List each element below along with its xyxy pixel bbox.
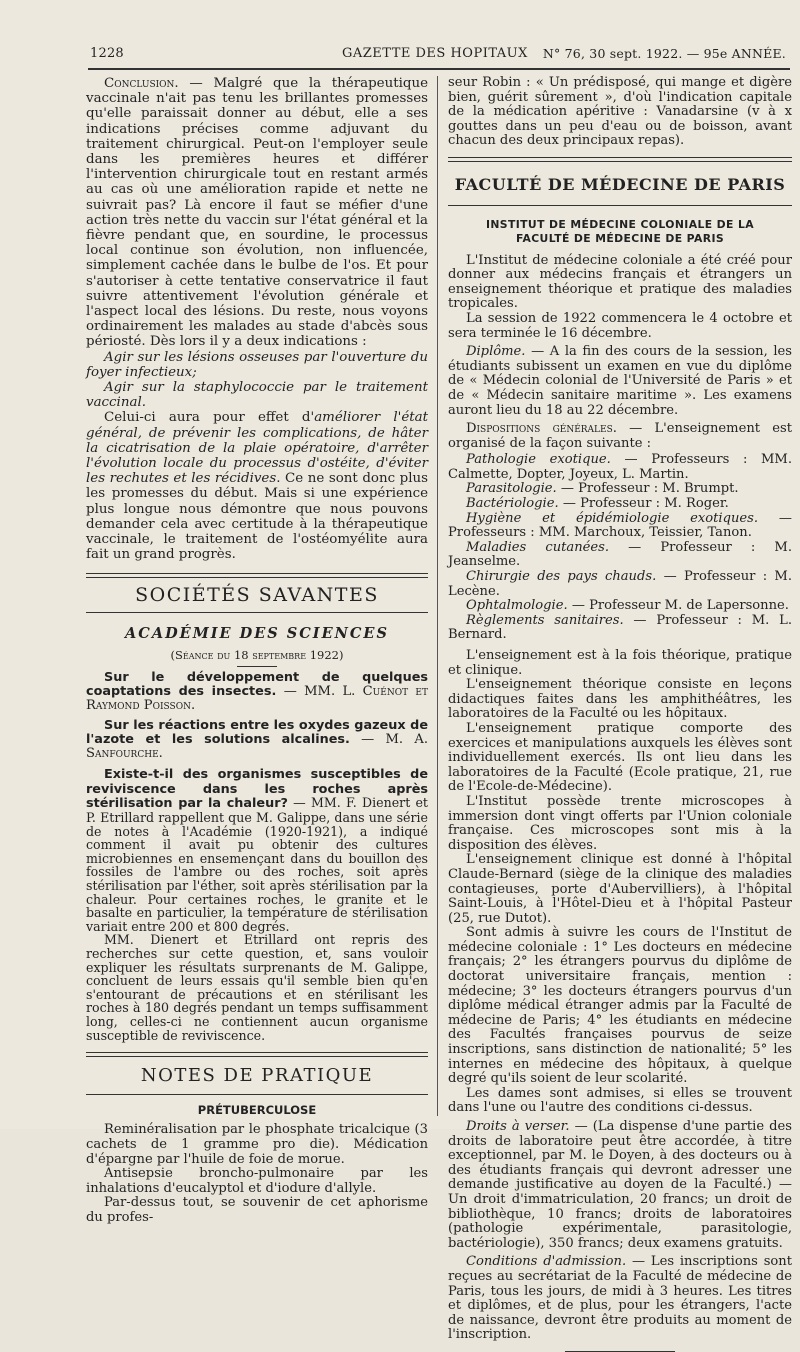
section-rule [86, 573, 428, 578]
small-rule [237, 666, 277, 667]
right-column [448, 76, 792, 1352]
issue-info: N° 76, 30 sept. 1922. — 95e ANNÉE. [542, 46, 786, 61]
institut-p6: L'Institut possède trente microscopes à immersion dont vingt offerts par l'Union coloniale française. Ces microscopes sont mis à la disposition des élèves. [448, 793, 792, 853]
institut-p5: L'enseignement pratique comporte des exercices et manipulations auxquels les élèves sont individuellement exercés. Ils ont lieu dans les laboratoires de la Faculté (Ecole pratique, 21, rue de l'Ecole-de-Médecine). [448, 720, 792, 795]
effect-paragraph: Celui-ci aura pour effet d'améliorer l'état général, de prévenir les complications, de hâter la cicatrisation de la plaie opératoire, d'arrêter l'évolution locale du processus d'ostéite, d'éviter les rechutes et les récidives. Ce ne sont donc plus les promesses du début. Mais si une expérience plus longue nous démontre que nous pouvons demander cela avec certitude à la thérapeutique vaccinale, le traitement de l'ostéomyélite aura fait un grand progrès. [86, 410, 428, 563]
diplome-paragraph: Diplôme. — A la fin des cours de la session, les étudiants subissent un examen en vue du diplôme de « Médecin colonial de l'Université de Paris » et de « Médecin sanitaire maritime ». Les examens auront lieu du 18 au 22 décembre. [448, 344, 792, 418]
page-number: 1228 [90, 46, 124, 61]
academie-heading: ACADÉMIE DES SCIENCES [125, 625, 389, 643]
course-item: Hygiène et épidémiologie exotiques. — Professeurs : MM. Marchoux, Teissier, Tanon. [448, 510, 792, 541]
dispositions-paragraph: Dispositions générales. — L'enseignement est organisé de la façon suivante : [448, 421, 792, 451]
course-item: Bactériologie. — Professeur : M. Roger. [466, 496, 729, 512]
course-item: Chirurgie des pays chauds. — Professeur : M. Lecène. [448, 569, 792, 599]
note-2: Antisepsie broncho-pulmonaire par les inhalations d'eucalyptol et d'iodure d'allyle. [86, 1166, 428, 1196]
academie-item-1: Sur le développement de quelques coaptations des insectes. — MM. L. Cuénot et Raymond Poisson. [86, 670, 428, 714]
course-item: Règlements sanitaires. — Professeur : M. L. Bernard. [448, 612, 792, 643]
course-item: Maladies cutanées. — Professeur : M. Jeanselme. [448, 539, 792, 570]
section-rule [448, 157, 792, 162]
indication-2: Agir sur la staphylococcie par le traitement vaccinal. [86, 380, 428, 411]
course-item: Ophtalmologie. — Professeur M. de Lapersonne. [466, 598, 789, 614]
section-rule [86, 612, 428, 613]
note-3: Par-dessus tout, se souvenir de cet aphorisme du profes- [86, 1195, 428, 1225]
institut-p3: L'enseignement est à la fois théorique, pratique et clinique. [448, 648, 792, 678]
course-item: Parasitologie. — Professeur : M. Brumpt. [466, 481, 739, 497]
institut-p8: Sont admis à suivre les cours de l'Institut de médecine coloniale : 1° Les docteurs en médecine français; 2° les étrangers pourvus du diplôme de doctorat universitaire français, mention : médecine; 3° les docteurs étrangers pourvus d'un diplôme médical étranger admis par la Faculté de médecine de Paris; 4° les étudiants en médecine des Facultés françaises pourvus de seize inscriptions, sans distinction de nationalité; 5° les internes en médecine des hôpitaux, à quelque degré qu'ils soient de leur scolarité. [448, 925, 792, 1087]
academie-item-3: Existe-t-il des organismes susceptibles de reviviscence dans les roches après stérilisation par la chaleur? — MM. F. Dienert et P. Etrillard rappellent que M. Galippe, dans une série de notes à l'Académie (1920-1921), a indiqué comment il avait pu obtenir des cultures microbiennes en ensemençant dans du bouillon des fossiles de l'ambre ou des roches, soit après stérilisation par l'éther, soit après stérilisation par la chaleur. Pour certaines roches, le granite et le basalte en particulier, la température de stérilisation variait entre 200 et 800 degrés. [86, 767, 428, 934]
section-rule [86, 1094, 428, 1095]
course-list [448, 453, 792, 643]
institut-p1: L'Institut de médecine coloniale a été créé pour donner aux médecins français et étrangers un enseignement théorique et pratique des maladies tropicales. [448, 252, 792, 312]
faculte-heading: FACULTÉ DE MÉDECINE DE PARIS [454, 174, 786, 194]
conditions-paragraph: Conditions d'admission. — Les inscriptions sont reçues au secrétariat de la Faculté de médecine de Paris, tous les jours, de midi à 3 heures. Les titres et diplômes, et de plus, pour les étrangers, l'acte de naissance, devront être produits au moment de l'inscription. [448, 1254, 792, 1343]
seance-date: (Séance du 18 septembre 1922) [170, 647, 344, 662]
column-divider [437, 76, 438, 1116]
academie-item-2: Sur les réactions entre les oxydes gazeux de l'azote et les solutions alcalines. — M. A. Sanfourche. [86, 718, 428, 762]
journal-title: GAZETTE DES HOPITAUX [342, 46, 528, 61]
institut-p2: La session de 1922 commencera le 4 octobre et sera terminée le 16 décembre. [448, 310, 792, 341]
page-header [90, 44, 790, 66]
header-rule [88, 68, 790, 70]
continued-text: seur Robin : « Un prédisposé, qui mange et digère bien, guérit sûrement », d'où l'indication capitale de la médication apéritive : Vanadarsine (v à x gouttes dans un peu d'eau ou de boisson, avant chacun des deux principaux repas). [448, 75, 792, 149]
notes-de-pratique-heading: NOTES DE PRATIQUE [140, 1065, 374, 1087]
section-rule [86, 1052, 428, 1057]
institut-p7: L'enseignement clinique est donné à l'hôpital Claude-Bernard (siège de la clinique des maladies contagieuses, porte d'Aubervilliers), à l'hôpital Saint-Louis, à l'Hôtel-Dieu et à l'hôpital Pasteur (25, rue Dutot). [448, 852, 792, 926]
droits-paragraph: Droits à verser. — (La dispense d'une partie des droits de laboratoire peut être accordée, à titre exceptionnel, par M. le Doyen, à des docteurs ou à des étudiants français qui devront adresser une demande justificative au doyen de la Faculté.) — Un droit d'immatriculation, 20 francs; un droit de bibliothèque, 10 francs; droits de laboratoires (pathologie expérimentale, parasitologie, bactériologie), 350 francs; deux examens gratuits. [448, 1119, 792, 1251]
institut-p4: L'enseignement théorique consiste en leçons didactiques faites dans les amphithéâtres, les laboratoires de la Faculté ou les hôpitaux. [448, 677, 792, 722]
societes-savantes-heading: SOCIÉTÉS SAVANTES [135, 583, 379, 606]
course-item: Pathologie exotique. — Professeurs : MM. Calmette, Dopter, Joyeux, L. Martin. [448, 452, 792, 482]
left-column [86, 76, 428, 1226]
indication-1: Agir sur les lésions osseuses par l'ouverture du foyer infectieux; [86, 349, 428, 380]
pretuberculose-heading: PRÉTUBERCULOSE [197, 1102, 317, 1117]
institut-p9: Les dames sont admises, si elles se trouvent dans l'une ou l'autre des conditions ci-dessus. [448, 1085, 792, 1116]
academie-item-3-cont: MM. Dienert et Etrillard ont repris des recherches sur cette question, et, sans vouloir expliquer les résultats surprenants de M. Galippe, concluent de leurs essais qu'il semble bien qu'en s'entourant de précautions et en stérilisant les roches à 180 degrés pendant un temps suffisamment long, celles-ci ne contiennent aucun organisme susceptible de reviviscence. [86, 932, 428, 1043]
note-1: Reminéralisation par le phosphate tricalcique (3 cachets de 1 gramme pro die). Médication d'épargne par l'huile de foie de morue. [86, 1122, 428, 1167]
section-rule [448, 205, 792, 206]
conclusion-paragraph: Conclusion. — Malgré que la thérapeutique vaccinale n'ait pas tenu les brillantes promesses qu'elle paraissait donner au début, elle a ses indications précises comme adjuvant du traitement chirurgical. Peut-on l'employer seule dans les premières heures et différer l'intervention chirurgicale tout en restant armés au cas où une amélioration rapide et nette ne suivrait pas? Là encore il faut se méfier d'une action très nette du vaccin sur l'état général et la fièvre pendant que, en sourdine, le processus local continue son évolution, non influencée, simplement cachée dans le bulbe de l'os. Et pour s'autoriser à cette tentative conservatrice il faut suivre attentivement l'évolution générale et l'aspect local des lésions. Du reste, nous voyons ordinairement les malades au stade d'abcès sous périosté. Dès lors il y a deux indications : [86, 76, 428, 350]
institut-heading: INSTITUT DE MÉDECINE COLONIALE DE LA FACULTÉ DE MÉDECINE DE PARIS [485, 217, 755, 245]
